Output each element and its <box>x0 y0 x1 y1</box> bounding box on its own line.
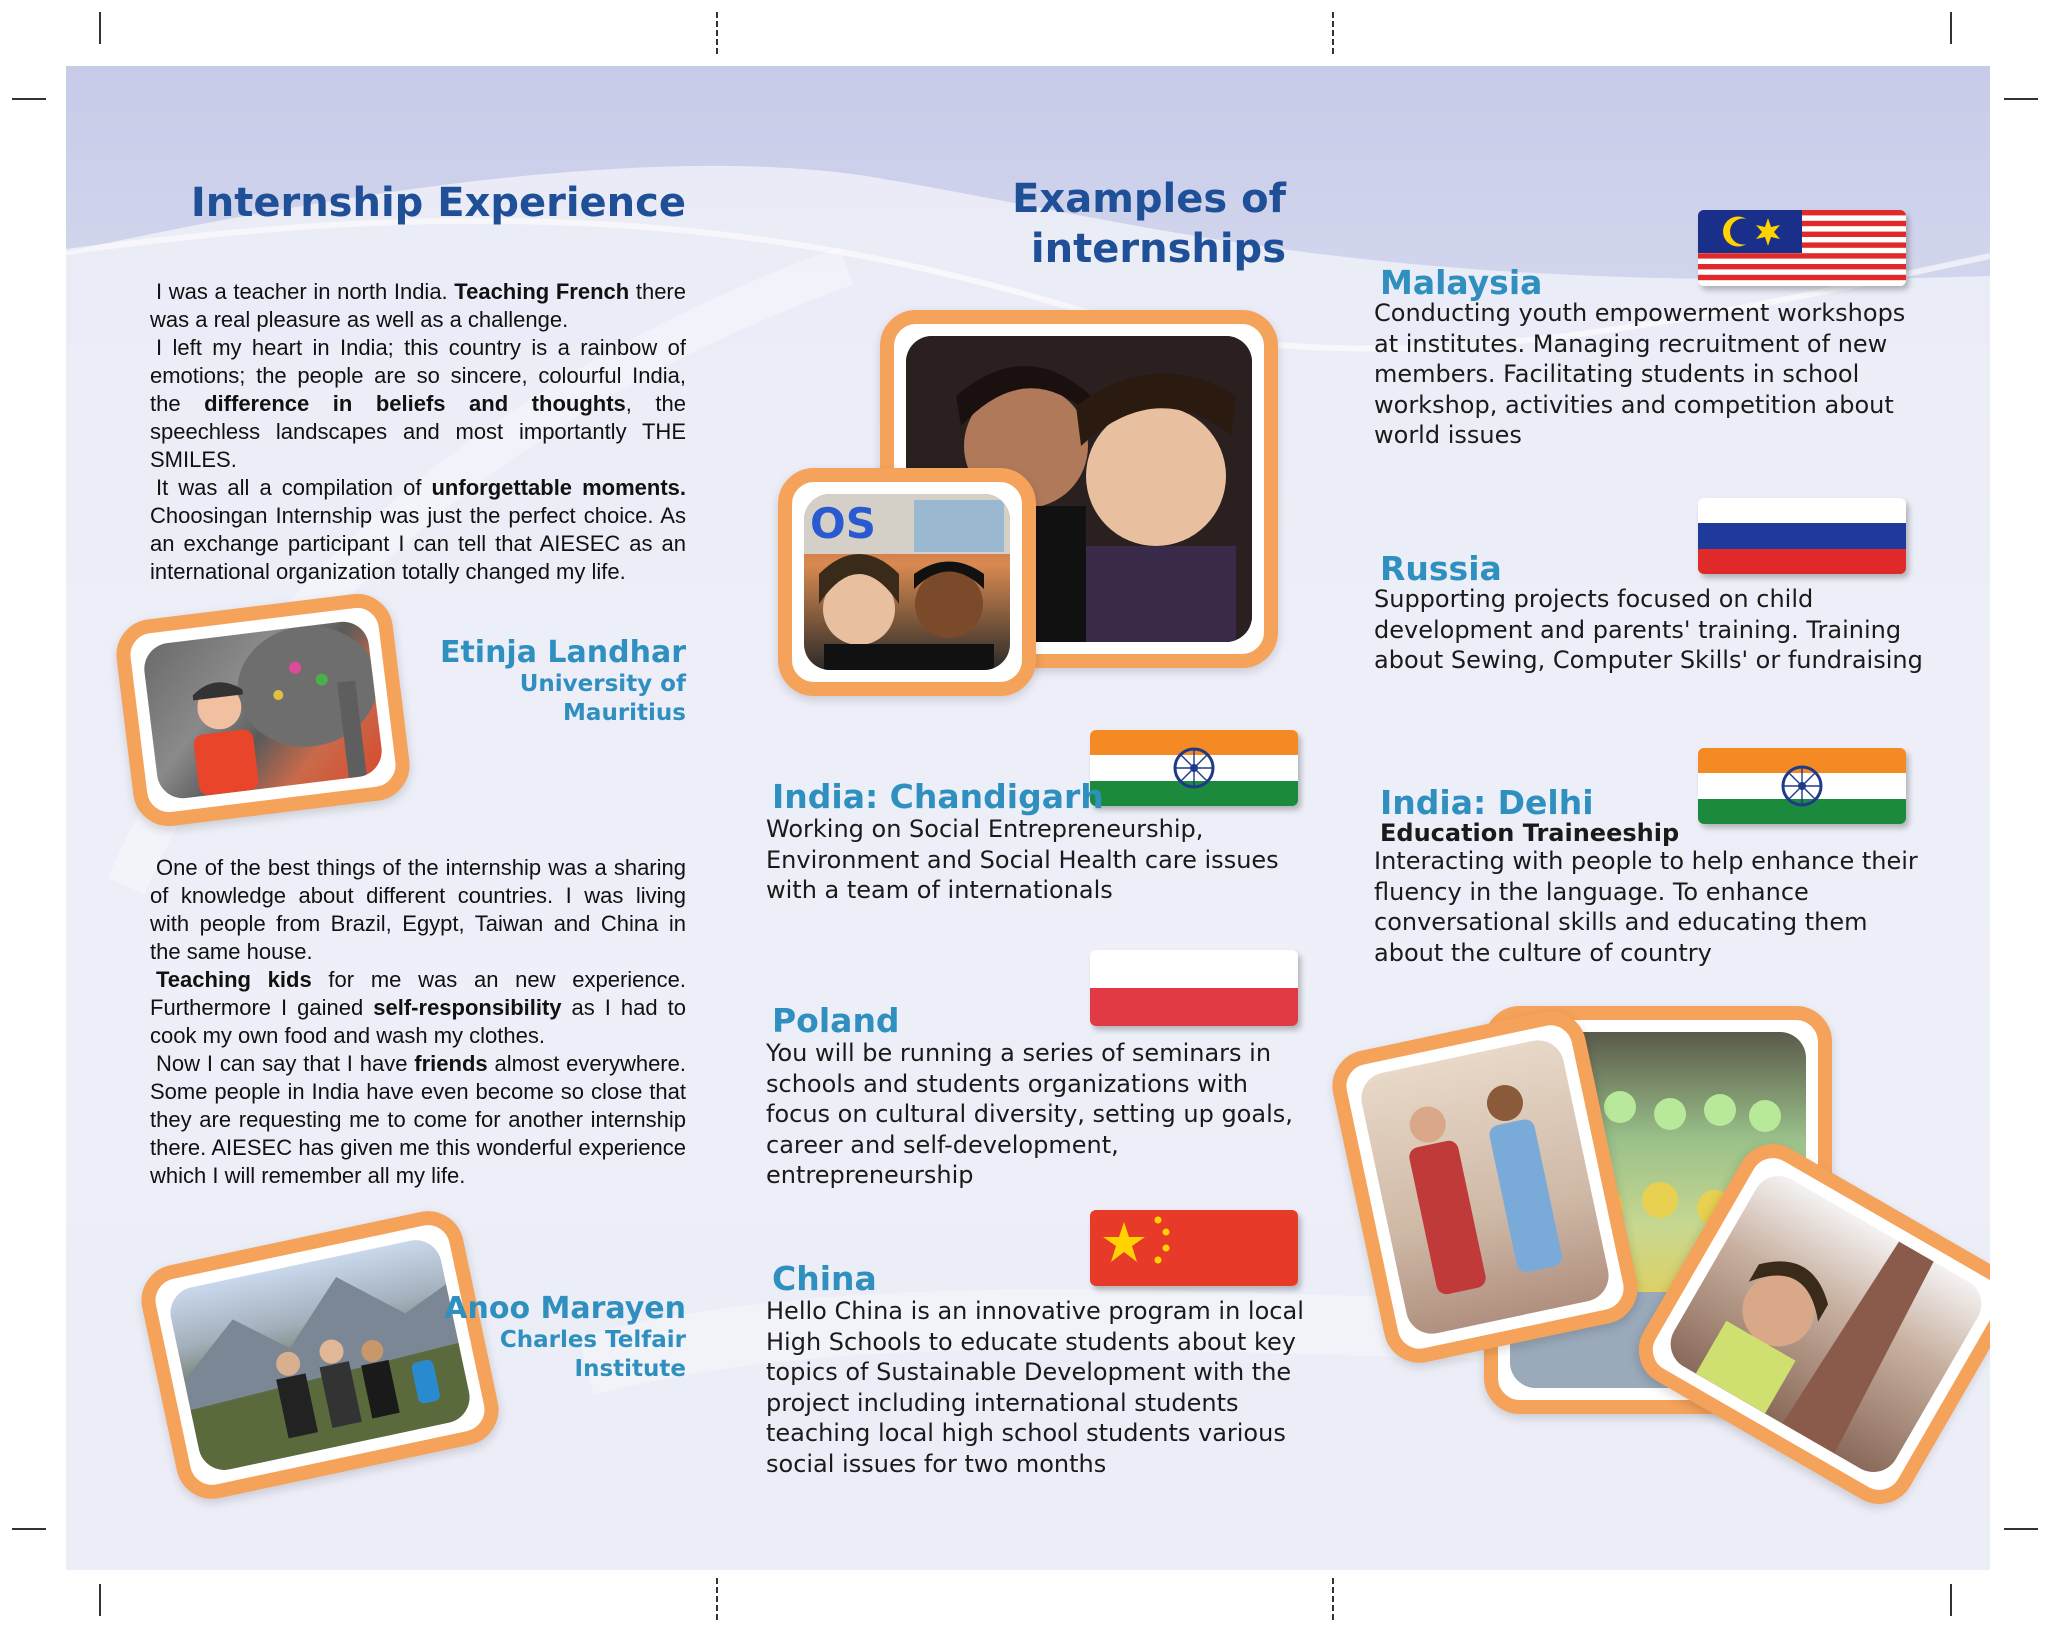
examples-title-line2: internships <box>1030 226 1286 272</box>
desc-china: Hello China is an innovative program in local High Schools to educate students about key topics of Sustainable Development with the project including international students teaching local high school students various social issues for two months <box>766 1297 1304 1478</box>
text: , the speechless landscapes and most importantly THE SMILES. <box>150 391 686 472</box>
person-institution: Institute <box>574 1356 686 1382</box>
crop-mark <box>12 1528 46 1530</box>
country-india-chandigarh: India: Chandigarh <box>772 777 1104 816</box>
internship-experience-title: Internship Experience <box>190 180 686 226</box>
crop-mark <box>1950 12 1952 44</box>
person-institution: Mauritius <box>563 700 686 726</box>
photo-girl-with-elephant <box>112 590 413 830</box>
desc-india-delhi: Interacting with people to help enhance their fluency in the language. To enhance conversational skills and educating them about the culture of country <box>1374 847 1918 967</box>
testimonial-1 <box>150 278 686 586</box>
fold-mark <box>716 1578 718 1620</box>
photo-two-students <box>778 468 1036 696</box>
person-institution: Charles Telfair <box>499 1327 686 1353</box>
text: I left my heart in India; this country is a rainbow of emotions; the people are so sincere, colourful India, the <box>150 335 686 416</box>
person-name-anoo: Anoo Marayen <box>444 1291 686 1326</box>
fold-mark <box>716 12 718 54</box>
crop-mark <box>2004 98 2038 100</box>
emphasis: self-responsibility <box>373 995 562 1020</box>
photo-label: OS <box>810 499 876 548</box>
text: I was a teacher in north India. <box>156 279 455 304</box>
text: Choosingan Internship was just the perfect choice. As an exchange participant I can tell that AIESEC as an international organization totally changed my life. <box>150 503 686 584</box>
desc-russia: Supporting projects focused on child development and parents' training. Training about Sewing, Computer Skills' or fundraising <box>1374 585 1923 674</box>
emphasis: unforgettable moments. <box>431 475 686 500</box>
fold-mark <box>1332 1578 1334 1620</box>
fold-mark <box>1332 12 1334 54</box>
text: as I had to cook my own food and wash my clothes. <box>150 995 687 1048</box>
desc-india-chandigarh: Working on Social Entrepreneurship, Environment and Social Health care issues with a team of internationals <box>766 815 1279 904</box>
brochure-sheet <box>66 66 1990 1570</box>
text: there was a real pleasure as well as a challenge. <box>150 279 686 332</box>
crop-mark <box>1950 1584 1952 1616</box>
country-poland: Poland <box>772 1001 900 1040</box>
person-institution: University of <box>519 671 686 697</box>
text: almost everywhere. Some people in India have even become so close that they are requesting me to come for another internship there. AIESEC has given me this wonderful experience which I will remember all my life. <box>150 1051 686 1188</box>
text: Now I can say that I have <box>156 1051 415 1076</box>
text: It was all a compilation of <box>156 475 432 500</box>
country-india-delhi: India: Delhi <box>1380 783 1594 822</box>
country-russia: Russia <box>1380 549 1502 588</box>
desc-poland: You will be running a series of seminars in schools and students organizations with focus on cultural diversity, setting up goals, career and self-development, entrepreneurship <box>766 1039 1293 1189</box>
testimonial-2 <box>150 854 686 1190</box>
text: for me was an new experience. Furthermore I gained <box>150 967 686 1020</box>
examples-title-line1: Examples of <box>1012 176 1286 222</box>
country-china: China <box>772 1259 877 1298</box>
crop-mark <box>99 1584 101 1616</box>
emphasis: difference in beliefs and thoughts <box>204 391 626 416</box>
text: One of the best things of the internship was a sharing of knowledge about different countries. I was living with people from Brazil, Egypt, Taiwan and China in the same house. <box>150 855 686 964</box>
crop-mark <box>12 98 46 100</box>
emphasis: Teaching kids <box>156 967 312 992</box>
crop-mark <box>2004 1528 2038 1530</box>
crop-mark <box>99 12 101 44</box>
emphasis: Teaching French <box>454 279 630 304</box>
desc-malaysia: Conducting youth empowerment workshops at institutes. Managing recruitment of new members. Facilitating students in school workshop, activities and competition about world issues <box>1374 299 1906 449</box>
person-name-etinja: Etinja Landhar <box>439 635 686 670</box>
country-malaysia: Malaysia <box>1380 263 1543 302</box>
emphasis: friends <box>414 1051 488 1076</box>
subtitle-education-traineeship: Education Traineeship <box>1380 819 1680 847</box>
